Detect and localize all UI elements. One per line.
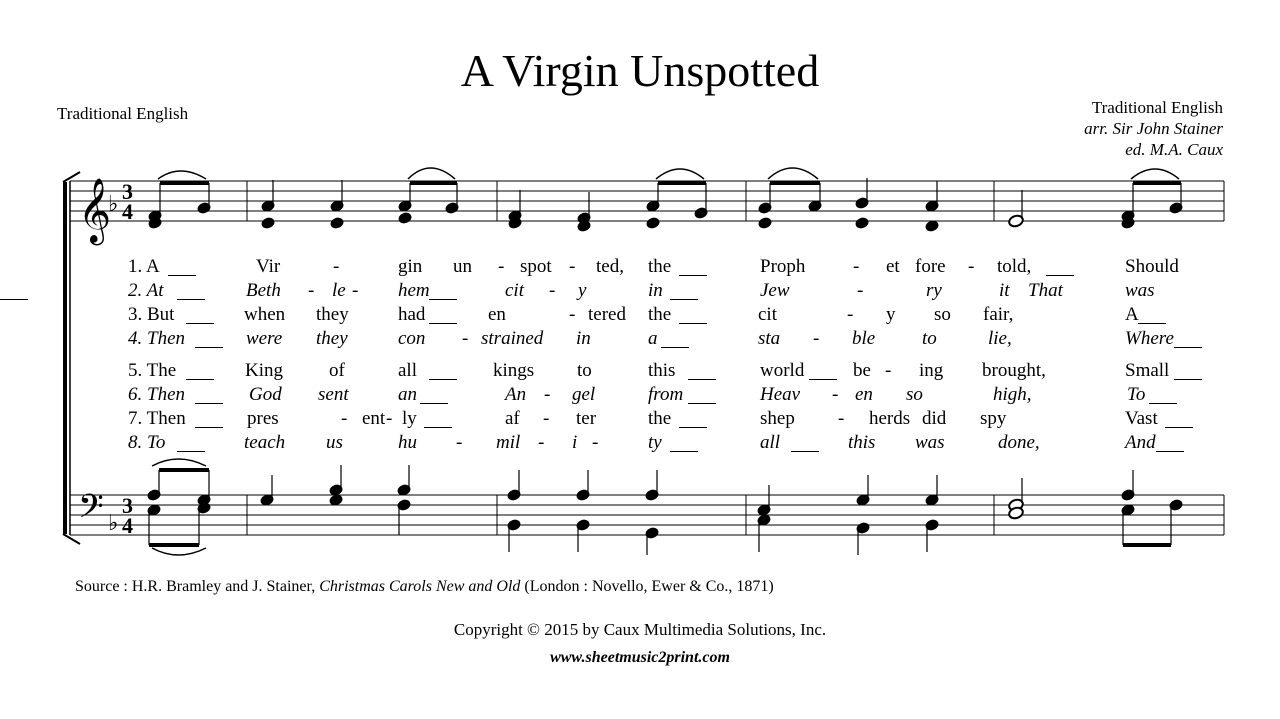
lyric-extender bbox=[168, 275, 196, 276]
treble-staff bbox=[70, 181, 1224, 221]
lyric-extender bbox=[670, 299, 698, 300]
lyric-syllable: fair, bbox=[983, 304, 1014, 325]
lyric-extender bbox=[420, 403, 448, 404]
lyric-syllable: Beth bbox=[246, 280, 281, 301]
lyric-syllable: That bbox=[1028, 280, 1063, 301]
lyric-syllable: it bbox=[999, 280, 1010, 301]
lyric-syllable: when bbox=[244, 304, 286, 325]
lyric-syllable: y bbox=[578, 280, 587, 301]
lyric-syllable: 6. Then bbox=[128, 384, 185, 405]
lyric-syllable: spy bbox=[980, 408, 1007, 429]
lyric-syllable: Where bbox=[1125, 328, 1174, 349]
lyric-syllable: 3. But bbox=[128, 304, 175, 325]
lyric-extender bbox=[177, 451, 205, 452]
lyric-syllable: cit bbox=[505, 280, 524, 301]
lyric-syllable: Proph bbox=[760, 256, 806, 277]
lyric-syllable: they bbox=[316, 304, 349, 325]
lyric-syllable: - bbox=[813, 328, 820, 349]
lyric-syllable: did bbox=[922, 408, 947, 429]
svg-text:3: 3 bbox=[122, 179, 133, 204]
lyric-syllable: this bbox=[648, 360, 676, 381]
lyric-syllable: be bbox=[853, 360, 871, 381]
lyric-syllable: To bbox=[1127, 384, 1146, 405]
lyric-syllable: so bbox=[934, 304, 951, 325]
lyric-syllable: - bbox=[386, 408, 393, 429]
lyric-syllable: ent bbox=[362, 408, 386, 429]
lyric-syllable: y bbox=[886, 304, 896, 325]
lyric-syllable: - bbox=[592, 432, 599, 453]
lyric-syllable: an bbox=[398, 384, 417, 405]
lyric-syllable: Heav bbox=[760, 384, 801, 405]
lyric-syllable: ing bbox=[919, 360, 944, 381]
lyric-syllable: spot bbox=[520, 256, 552, 277]
lyric-syllable: in bbox=[648, 280, 663, 301]
lyric-extender bbox=[1165, 427, 1193, 428]
lyric-syllable: - bbox=[569, 256, 576, 277]
lyric-syllable: fore bbox=[915, 256, 946, 277]
lyric-syllable: a bbox=[648, 328, 658, 349]
lyric-extender bbox=[0, 299, 28, 300]
lyric-syllable: God bbox=[249, 384, 282, 405]
lyric-syllable: were bbox=[246, 328, 283, 349]
lyric-syllable: - bbox=[352, 280, 359, 301]
lyric-syllable: strained bbox=[481, 328, 544, 349]
lyric-syllable: 8. To bbox=[128, 432, 166, 453]
lyric-syllable: cit bbox=[758, 304, 777, 325]
lyric-syllable: to bbox=[922, 328, 937, 349]
lyric-extender bbox=[679, 427, 707, 428]
credit-tradition: Traditional English bbox=[1091, 98, 1223, 117]
lyric-syllable: - bbox=[498, 256, 505, 277]
svg-text:4: 4 bbox=[122, 199, 133, 224]
lyric-syllable: - bbox=[832, 384, 839, 405]
lyric-syllable: - bbox=[569, 304, 576, 325]
lyric-syllable: from bbox=[648, 384, 684, 405]
treble-clef: 𝄞 bbox=[78, 178, 112, 243]
lyric-extender bbox=[1149, 403, 1177, 404]
lyric-extender bbox=[1138, 323, 1166, 324]
lyric-extender bbox=[670, 451, 698, 452]
lyric-syllable: the bbox=[648, 256, 672, 277]
lyric-extender bbox=[429, 379, 457, 380]
lyric-extender bbox=[195, 347, 223, 348]
lyric-syllable: Vast bbox=[1125, 408, 1158, 429]
lyric-syllable: - bbox=[885, 360, 892, 381]
lyric-syllable: pres bbox=[247, 408, 279, 429]
lyric-extender bbox=[195, 403, 223, 404]
lyric-syllable: brought, bbox=[982, 360, 1046, 381]
lyric-extender bbox=[791, 451, 819, 452]
treble-slurs bbox=[158, 168, 1179, 179]
lyric-syllable: high, bbox=[993, 384, 1032, 405]
lyric-syllable: en bbox=[855, 384, 873, 405]
lyric-syllable: ty bbox=[648, 432, 662, 453]
lyric-syllable: ter bbox=[576, 408, 597, 429]
lyric-syllable: - bbox=[462, 328, 469, 349]
lyric-syllable: af bbox=[505, 408, 520, 429]
source-book-title: Christmas Carols New and Old bbox=[319, 578, 521, 595]
lyric-syllable: - bbox=[853, 256, 860, 277]
svg-text:4: 4 bbox=[122, 513, 133, 538]
lyric-syllable: - bbox=[538, 432, 545, 453]
lyric-syllable: was bbox=[1125, 280, 1155, 301]
copyright: Copyright © 2015 by Caux Multimedia Solutions, Inc. bbox=[453, 620, 827, 639]
lyric-extender bbox=[679, 275, 707, 276]
lyric-syllable: ble bbox=[852, 328, 876, 349]
bass-staff bbox=[70, 495, 1224, 535]
lyric-syllable: 4. Then bbox=[128, 328, 185, 349]
lyric-syllable: - bbox=[543, 408, 550, 429]
lyric-syllable: ted, bbox=[596, 256, 624, 277]
lyric-syllable: et bbox=[886, 256, 900, 277]
lyric-syllable: world bbox=[760, 360, 805, 381]
left-credit: Traditional English bbox=[57, 104, 189, 123]
lyric-syllable: all bbox=[760, 432, 781, 453]
lyric-extender bbox=[429, 323, 457, 324]
lyric-syllable: ly bbox=[402, 408, 417, 429]
lyric-syllable: the bbox=[648, 408, 672, 429]
lyric-extender bbox=[809, 379, 837, 380]
lyric-syllable: Should bbox=[1125, 256, 1179, 277]
lyric-extender bbox=[424, 427, 452, 428]
lyric-syllable: un bbox=[453, 256, 472, 277]
lyric-syllable: Small bbox=[1125, 360, 1170, 381]
bass-clef: 𝄢 bbox=[78, 488, 104, 534]
lyric-syllable: 7. Then bbox=[128, 408, 186, 429]
key-signature-treble: ♭ bbox=[108, 192, 119, 217]
lyric-syllable: so bbox=[906, 384, 923, 405]
lyric-syllable: in bbox=[576, 328, 591, 349]
lyric-syllable: ry bbox=[926, 280, 942, 301]
lyric-extender bbox=[429, 299, 457, 300]
lyric-syllable: An bbox=[505, 384, 527, 405]
lyric-extender bbox=[1156, 451, 1184, 452]
lyric-extender bbox=[679, 323, 707, 324]
lyric-syllable: And bbox=[1125, 432, 1156, 453]
lyric-syllable: con bbox=[398, 328, 426, 349]
lyric-syllable: - bbox=[308, 280, 315, 301]
lyric-syllable: the bbox=[648, 304, 672, 325]
lyric-syllable: was bbox=[915, 432, 945, 453]
lyric-syllable: - bbox=[838, 408, 845, 429]
lyric-extender bbox=[688, 403, 716, 404]
lyric-syllable: 1. A bbox=[128, 256, 160, 277]
website-url[interactable]: www.sheetmusic2print.com bbox=[550, 649, 730, 666]
lyric-extender bbox=[195, 427, 223, 428]
lyric-syllable: they bbox=[316, 328, 348, 349]
lyric-syllable: - bbox=[857, 280, 864, 301]
svg-text:3: 3 bbox=[122, 493, 133, 518]
lyric-extender bbox=[1174, 379, 1202, 380]
lyric-syllable: - bbox=[968, 256, 975, 277]
lyric-syllable: teach bbox=[244, 432, 286, 453]
lyric-syllable: A bbox=[1125, 304, 1139, 325]
lyric-syllable: all bbox=[398, 360, 417, 381]
lyric-syllable: - bbox=[456, 432, 463, 453]
lyric-syllable: gel bbox=[572, 384, 596, 405]
lyric-syllable: en bbox=[488, 304, 506, 325]
lyric-syllable: - bbox=[333, 256, 340, 277]
lyric-syllable: - bbox=[544, 384, 551, 405]
lyric-syllable: 5. The bbox=[128, 360, 177, 381]
lyric-syllable: herds bbox=[869, 408, 911, 429]
lyric-syllable: shep bbox=[760, 408, 795, 429]
lyric-syllable: gin bbox=[398, 256, 423, 277]
lyric-extender bbox=[1174, 347, 1202, 348]
lyric-extender bbox=[661, 347, 689, 348]
lyric-syllable: hu bbox=[398, 432, 417, 453]
lyric-syllable: i bbox=[572, 432, 578, 453]
time-signature bbox=[122, 179, 133, 538]
lyric-syllable: King bbox=[245, 360, 283, 381]
lyric-extender bbox=[186, 323, 214, 324]
lyric-syllable: - bbox=[549, 280, 556, 301]
lyric-syllable: tered bbox=[588, 304, 626, 325]
lyric-syllable: done, bbox=[998, 432, 1040, 453]
lyric-syllable: of bbox=[329, 360, 345, 381]
credit-editor: ed. M.A. Caux bbox=[1125, 140, 1223, 159]
lyric-syllable: mil bbox=[496, 432, 521, 453]
barlines bbox=[70, 181, 1224, 535]
lyric-syllable: sent bbox=[318, 384, 349, 405]
lyric-extender bbox=[688, 379, 716, 380]
lyric-extender bbox=[177, 299, 205, 300]
lyric-syllable: told, bbox=[997, 256, 1032, 277]
credit-arranger: arr. Sir John Stainer bbox=[1084, 119, 1223, 138]
lyric-syllable: le bbox=[332, 280, 346, 301]
lyric-syllable: this bbox=[848, 432, 876, 453]
lyric-syllable: sta bbox=[758, 328, 781, 349]
lyric-extender bbox=[1046, 275, 1074, 276]
source-citation: Source : H.R. Bramley and J. Stainer, Christmas Carols New and Old (London : Novello, Ewer & Co., 1871) bbox=[75, 578, 774, 595]
lyric-syllable: - bbox=[847, 304, 854, 325]
lyric-extender bbox=[186, 379, 214, 380]
lyric-syllable: us bbox=[326, 432, 343, 453]
bass-notes bbox=[147, 465, 1183, 555]
lyric-syllable: lie, bbox=[988, 328, 1012, 349]
bass-slurs bbox=[152, 459, 206, 555]
lyric-syllable: to bbox=[577, 360, 592, 381]
lyric-syllable: Jew bbox=[760, 280, 790, 301]
lyric-syllable: had bbox=[398, 304, 426, 325]
treble-notes bbox=[148, 178, 1183, 232]
lyric-syllable: kings bbox=[493, 360, 535, 381]
lyric-syllable: 2. At bbox=[128, 280, 164, 301]
lyric-syllable: hem bbox=[398, 280, 430, 301]
key-signature-bass: ♭ bbox=[108, 511, 119, 536]
lyric-syllable: - bbox=[341, 408, 348, 429]
page-title: A Virgin Unspotted bbox=[460, 45, 820, 96]
lyric-syllable: Vir bbox=[256, 256, 281, 277]
